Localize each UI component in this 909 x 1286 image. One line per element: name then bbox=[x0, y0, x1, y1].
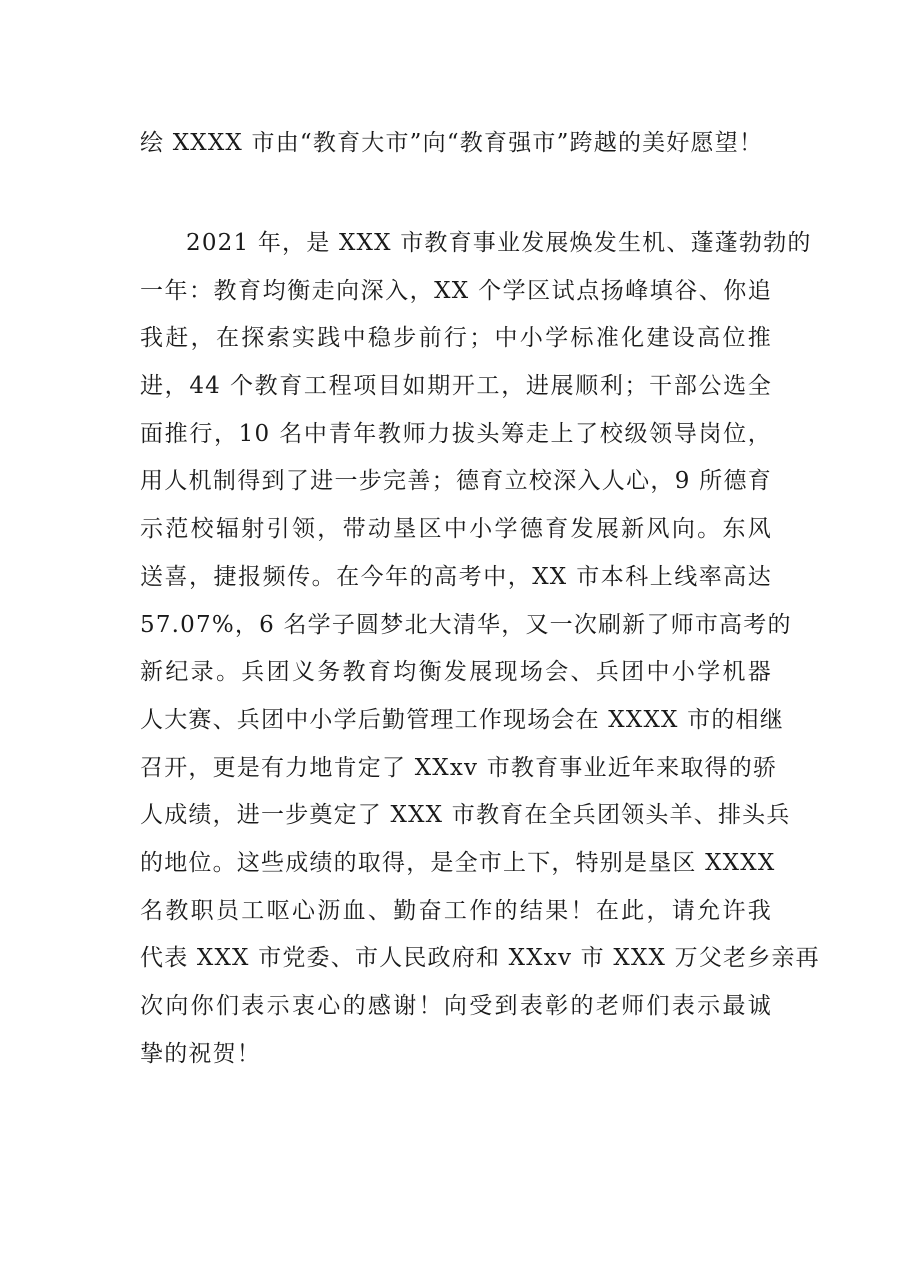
continuation-line: 绘 XXXX 市由“教育大市”向“教育强市”跨越的美好愿望！ bbox=[140, 130, 764, 156]
paragraph-line: 57.07%，6 名学子圆梦北大清华，又一次刷新了师市高考的 bbox=[140, 611, 792, 638]
paragraph-line: 示范校辐射引领，带动垦区中小学德育发展新风向。东风 bbox=[140, 516, 772, 543]
paragraph-line: 我赶，在探索实践中稳步前行；中小学标准化建设高位推 bbox=[140, 325, 772, 352]
paragraph-line: 次向你们表示衷心的感谢！向受到表彰的老师们表示最诚 bbox=[140, 993, 772, 1019]
paragraph-line: 名教职员工呕心沥血、勤奋工作的结果！在此，请允许我 bbox=[140, 897, 772, 924]
continuation-text bbox=[140, 120, 772, 168]
paragraph-line: 送喜，捷报频传。在今年的高考中，XX 市本科上线率高达 bbox=[140, 563, 772, 590]
paragraph-line: 新纪录。兵团义务教育均衡发展现场会、兵团中小学机器 bbox=[140, 659, 772, 686]
paragraph-line: 召开，更是有力地肯定了 XXxv 市教育事业近年来取得的骄 bbox=[140, 754, 778, 781]
paragraph-line: 2021 年，是 XXX 市教育事业发展焕发生机、蓬蓬勃勃的 bbox=[186, 230, 812, 256]
paragraph-line: 人大赛、兵团中小学后勤管理工作现场会在 XXXX 市的相继 bbox=[140, 706, 784, 733]
paragraph-line: 挚的祝贺！ bbox=[140, 1040, 261, 1067]
paragraph-line: 代表 XXX 市党委、市人民政府和 XXxv 市 XXX 万父老乡亲再 bbox=[140, 945, 820, 972]
paragraph-line: 一年：教育均衡走向深入，XX 个学区试点扬峰填谷、你追 bbox=[140, 277, 772, 304]
paragraph-line: 进，44 个教育工程项目如期开工，进展顺利；干部公选全 bbox=[140, 373, 772, 400]
paragraph-line: 人成绩，进一步奠定了 XXX 市教育在全兵团领头羊、排头兵 bbox=[140, 802, 791, 829]
paragraph-line: 面推行，10 名中青年教师力拔头筹走上了校级领导岗位， bbox=[140, 420, 772, 447]
paragraph-line: 的地位。这些成绩的取得，是全市上下，特别是垦区 XXXX bbox=[140, 849, 776, 876]
body-paragraph bbox=[140, 220, 820, 1078]
paragraph-line: 用人机制得到了进一步完善；德育立校深入人心，9 所德育 bbox=[140, 468, 772, 495]
